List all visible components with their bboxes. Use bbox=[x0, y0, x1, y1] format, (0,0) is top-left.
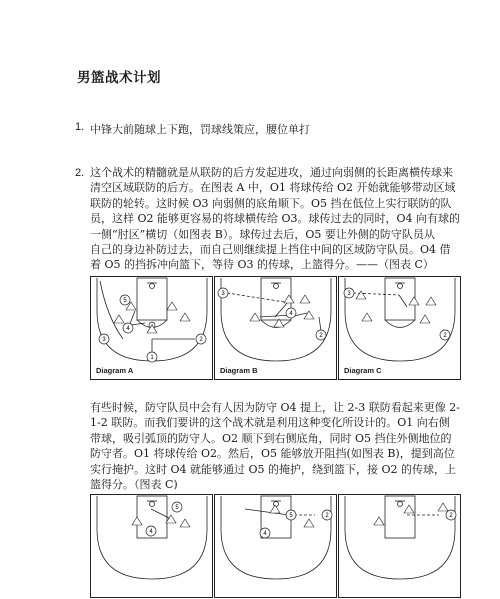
diagram-b-2 bbox=[214, 494, 337, 598]
svg-text:2: 2 bbox=[443, 333, 447, 339]
text-line: 着 O5 的挡拆冲向篮下，等待 O3 的传球，上篮得分。——（图表 C） bbox=[90, 258, 434, 272]
text-line: 清空区域联防的后方。在图表 A 中，O1 将球传给 O2 开始就能够带动区域 bbox=[90, 181, 456, 195]
svg-text:2: 2 bbox=[319, 333, 323, 339]
svg-text:2: 2 bbox=[449, 513, 453, 519]
text-line: 带球，吸引弧顶的防守人。O2 顺下到右侧底角，同时 O5 挡住外侧地位的 bbox=[90, 431, 452, 445]
svg-text:5: 5 bbox=[289, 513, 293, 519]
text-line: 实行掩护。这时 O4 就能够通过 O5 的掩护，绕到篮下，接 O2 的传球，上 bbox=[90, 462, 457, 476]
svg-text:3: 3 bbox=[102, 337, 106, 343]
text-line: 自己的身边补防过去，而自己则继续提上挡住中间的区域防守队员。O4 借 bbox=[90, 243, 451, 257]
court-drawing-a2 bbox=[91, 495, 214, 599]
svg-text:5: 5 bbox=[175, 505, 179, 511]
svg-text:4: 4 bbox=[126, 326, 130, 332]
list-item-number: 2. bbox=[75, 167, 85, 179]
page-title: 男篮战术计划 bbox=[77, 70, 161, 86]
diagram-a bbox=[90, 276, 213, 380]
svg-text:5: 5 bbox=[123, 298, 127, 304]
svg-text:3: 3 bbox=[221, 291, 225, 297]
text-line: 联防的轮转。这时候 O3 向弱侧的底角顺下。O5 挡在低位上实行联防的队 bbox=[90, 196, 452, 210]
diagram-label: Diagram C bbox=[344, 366, 382, 375]
list-item-text: 中锋大前随球上下跑，罚球线策应，腰位单打 bbox=[90, 123, 310, 136]
list-item-number: 1. bbox=[75, 121, 85, 133]
svg-text:2: 2 bbox=[199, 337, 203, 343]
paragraph-2 bbox=[90, 400, 460, 492]
svg-text:1: 1 bbox=[150, 355, 154, 361]
diagram-a-2 bbox=[90, 494, 213, 598]
svg-text:2: 2 bbox=[325, 513, 329, 519]
svg-text:4: 4 bbox=[289, 311, 293, 317]
text-line: 篮得分。（图表 C) bbox=[90, 478, 178, 492]
text-line: 员，这样 O2 能够更容易的将球横传给 O3。球传过去的同时，O4 向有球的 bbox=[90, 212, 461, 226]
diagram-b bbox=[214, 276, 337, 380]
court-drawing-b2 bbox=[215, 495, 338, 599]
svg-text:4: 4 bbox=[149, 529, 153, 535]
paragraph-1 bbox=[90, 165, 460, 273]
diagram-c bbox=[338, 276, 461, 380]
diagram-label: Diagram B bbox=[220, 366, 258, 375]
diagram-c-2 bbox=[338, 494, 461, 598]
text-line: 一侧“肘区”横切（如图表 B）。球传过去后，O5 要让外侧的防守队员从 bbox=[90, 227, 435, 241]
svg-text:4: 4 bbox=[263, 531, 267, 537]
svg-text:3: 3 bbox=[347, 291, 351, 297]
text-line: 防守者。O1 将球传给 O2。然后，O5 能够放开阻挡(如图表 B)，提到高位 bbox=[90, 447, 455, 461]
text-line: 1-2 联防。而我们要讲的这个战术就是利用这种变化所设计的。O1 向右侧 bbox=[90, 416, 450, 430]
diagram-row-1 bbox=[90, 276, 462, 380]
text-line: 这个战术的精髓就是从联防的后方发起进攻，通过向弱侧的长距离横传球来 bbox=[90, 166, 453, 179]
text-line: 有些时候，防守队员中会有人因为防守 O4 提上，让 2-3 联防看起来更像 2- bbox=[90, 401, 460, 414]
court-drawing-c2 bbox=[339, 495, 462, 599]
diagram-row-2 bbox=[90, 494, 462, 598]
diagram-label: Diagram A bbox=[96, 366, 134, 375]
